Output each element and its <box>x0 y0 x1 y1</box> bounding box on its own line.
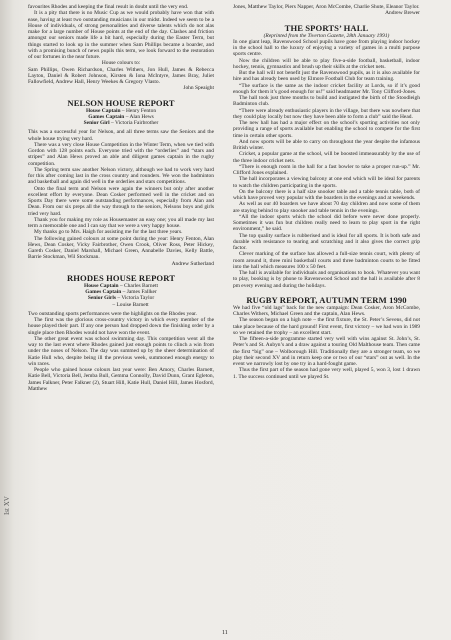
rhodes-paragraph: People who gained house colours last year were: Ben Amory, Charles Barnett, Katie Bell, Victoria Bell, Jemba Bull, Gemma Connolly, David Dunn, Grant Egleton, James Falkner, Peter Falkner (2), Stuart Hill, Katie Hull, Daniel Hill, James Hosford, Matthew <box>28 367 214 392</box>
sports-hall-subtitle: (Reprinted from the Tiverton Gazette, 28th January 1991) <box>263 32 390 39</box>
rugby-paragraph: The fifteen-a-side programme started very well with wins against St. John’s, St. Peter’s and St. Aubyn’s and a draw against a touring Old Malthouse team. Then came the first “big” one – Wolborough Hill. Traditionally they are a stronger team, so we play their second XV and in return keep one or two of our “stars” out as well. In the event we narrowly lost by one try in a hard-fought game. <box>233 336 420 367</box>
rhodes-paragraph: The other great event was school swimming day. This competition went all the way to the last event where Rhodes gained just enough points to clinch a win from under the noses of Nelson. The day was summed up by the sheer determination of Katie Hull who, despite being ill the previous week, summoned enough energy to win races. <box>28 335 214 367</box>
rugby-paragraph: We had five “old lags” back for the new campaign: Dean Cosker, Aron McCombe, Charles Withers, Michael Green and the captain, Alan Hews. <box>233 304 420 317</box>
nelson-paragraph: This was a successful year for Nelson, and all three terms saw the Seniors and the whole house trying very hard. <box>28 129 214 142</box>
nelson-senior-girl: Senior Girl – Victoria Fairbrother <box>83 120 159 126</box>
rhodes-paragraph: The first was the glorious cross-country victory in which every member of the house played their part. If any one person had dropped down the finishing order by a single place then Rhodes would not have won the event. <box>28 317 214 336</box>
role-value: Victoria Taylor <box>121 295 155 302</box>
sports-hall-paragraph: In one giant leap, Ravenswood School pupils have gone from playing indoor hockey in the school hall to the luxury of enjoying a variety of games in a multi purpose sports centre. <box>233 38 420 58</box>
sports-hall-paragraph: Clever marking of the surface has allowed a full-size tennis court, with plenty of room around it, three mini basketball courts and three badminton courts to be fitted into the hall which measures 100 x 50 feet. <box>233 251 420 270</box>
right-column <box>233 4 420 380</box>
nelson-house-captain: House Captain – Henry Fenton <box>85 107 157 114</box>
sports-hall-paragraph: “There were already enthusiastic players in the village, but there was nowhere that they could play locally but now they have been able to form a club” said the Head. <box>233 107 420 120</box>
page-number: 11 <box>222 630 228 636</box>
nelson-paragraph: My thanks go to Mrs. Haigh for assisting me for the last three years. <box>34 229 183 236</box>
role-value: Louise Barnett <box>116 301 149 308</box>
intro-paragraph-2: It is a pity that there is no Music Cup as we would probably have won that with ease, having at least two outstanding musicians in our midst. Indeed we seem to be a House of individuals, of strong personalities and diverse talents which do not alas make for a large number of House points at the end of the day. Clashes and friction amongst our seniors made life a bit hard, especially during the Easter Term, but things started to look up in the summer when Sam Phillips became a boarder, and with a promising bunch of news pupils this term, we look forward to the restoration of our fortunes in the near future. <box>28 10 214 60</box>
nelson-paragraph: Thank you for making my role as Housemaster an easy one; you all made my last term a memorable one and I can say that we were a very happy house. <box>28 216 214 229</box>
sports-hall-paragraph: The hall took just three months to build and instigated the birth of the Stoodleigh Badminton club. <box>233 95 420 108</box>
role-value: Alan Hews <box>129 113 154 120</box>
role-value: James Fallker <box>126 289 157 295</box>
nelson-paragraph: The Spring term saw another Nelson victory, although we had to work very hard for this after coming last in the cross country and rounders. We won the badminton and basketball and again did well in the orderlies and stars competitions. <box>28 166 214 186</box>
role-label: House Captain <box>83 282 119 289</box>
rhodes-games-captain: Games Captain – James Fallker <box>85 289 157 295</box>
sports-hall-paragraph: “The surface is the same as the indoor cricket facility at Lords, so if it’s good enough for them it’s good enough for us!” said headmaster Mr. Tony Clifford-Jones. <box>233 82 420 95</box>
sports-hall-paragraph: Now the children will be able to play five-a-side football, basketball, indoor hockey, tennis, gymnastics and brush up their skills at the cricket nets. <box>233 57 420 70</box>
continuation-text: Jones, Matthew Taylor, Piers Napper, Aron McCombe, Charlie Shute, Eleanor Taylor. <box>233 4 420 10</box>
sports-hall-paragraph: “All the indoor sports which the school did before were never done properly. Sometimes it was fun but children really need to learn to play sport in the right environment,” he said. <box>233 213 420 233</box>
sports-hall-paragraph: On the balcony there is a half size snooker table and a table tennis table, both of which have proved very popular with the boarders in the evenings and at weekends. <box>233 188 420 201</box>
role-value: Charles Barnett <box>124 282 159 289</box>
role-value: Victoria Fairbrother <box>115 120 159 126</box>
role-label: Games Captain <box>88 113 125 120</box>
nelson-games-captain: Games Captain – Alan Hews <box>88 113 154 120</box>
continuation-signature: Andrew Brewer <box>385 10 420 17</box>
role-label: House Captain <box>85 107 121 114</box>
nelson-signature: Andrew Sutherland <box>171 260 214 267</box>
nelson-paragraph: The following gained colours at some point during the year: Henry Fenton, Alan Hews, Dean Cosker, Vicky Fairbrother, Owen Crook, Oliver Ross, Peter Hickey, Gareth Cosker, Daniel Marshall, Michael Green, Annabelle Davies, Kelly Battle, Barrie Stockman, Wil Stockman. <box>28 235 214 261</box>
rugby-paragraph: Thus the first part of the season had gone very well, played 5, won 3, lost 1 drawn 1. The success continued until we played St. <box>233 367 420 380</box>
sports-hall-paragraph: As well as our 40 boarders we have about 70 day children and now some of them are staying behind to play snooker and table tennis in the evenings. <box>233 201 420 214</box>
sports-hall-paragraph: But the hall will not benefit just the Ravenswood pupils, as it is also available for hire and has already been used by Elmore Football Club for team training. <box>233 70 420 83</box>
sports-hall-paragraph: Cricket, a popular game at the school, will be boosted immeasurably by the use of the three indoor cricket nets. <box>233 151 420 164</box>
rugby-paragraph: The season began on a high note – the first fixture, the St. Peter’s Sevens, did not take place because of the hard ground! First event, first victory – we had won in 1989 so we retained the trophy – an excellent start. <box>233 317 420 336</box>
nelson-paragraph: There was a very close House Competition in the Winter Term, when we tied with Gordon with 128 points each. Everyone tried with the “orderlies” and “stars and stripes” and Alan Hews proved an able and diligent games captain in the rugby competition. <box>28 141 214 167</box>
role-label: Games Captain <box>85 289 122 295</box>
rhodes-paragraph: Two outstanding sports performances were the highlights on the Rhodes year. <box>28 310 197 317</box>
sports-hall-paragraph: The hall is available for individuals and organisations to book. Whatever you want to play, booking is by phone to Ravenswood School and the hall is available after 8 pm every evening and during the holidays. <box>233 270 420 289</box>
intro-paragraph-1: favourites Rhodes and keeping the final result in doubt until the very end. <box>28 4 189 10</box>
rhodes-senior-girls-2: – Louise Barnett <box>93 301 149 308</box>
sports-hall-paragraph: “There is enough room in the hall for a fast bowler to take a proper run-up.” Mr. Clifford Jones explained. <box>233 163 420 176</box>
sports-hall-paragraph: The hall incorporates a viewing balcony at one end which will be ideal for parents to watch the children participating in the sports. <box>233 176 420 189</box>
sports-hall-paragraph: The top quality surface is rubberised and is ideal for all sports. It is both safe and durable with resistance to tearing and scratching and it also gives the correct grip factor. <box>233 232 420 251</box>
nelson-report-title: NELSON HOUSE REPORT <box>67 97 175 108</box>
role-value: Henry Fenton <box>125 107 157 114</box>
sports-hall-title: THE SPORTS’ HALL <box>284 22 369 33</box>
colours-heading: House colours to: <box>101 60 141 67</box>
colours-list: Sam Phillips, Owen Richardson, Charles Withers, Jon Hull, James & Rebecca Layton, Daniel & Robert Johnson, Kirsten & Iona McIntyre, James Bray, Juliet Fallowfield, Andrew Hall, Henry Weekes & Gregory Vlasto. <box>28 66 214 85</box>
intro-signature: John Speaight <box>183 85 214 92</box>
left-column <box>28 4 214 392</box>
sports-hall-paragraph: And now sports will be able to carry on throughout the year despite the infamous British winter. <box>233 138 420 151</box>
nelson-paragraph: Onto the final term and Nelson were again the winners but only after another excellent effort by everyone. Dean Cosker performed well in the cricket and on Sports Day there were some outstanding performances, especially from Alan and Dean. From our six preps all the way through to the seniors, Nelsons boys and girls tried very hard. <box>28 185 214 217</box>
rugby-report-title: RUGBY REPORT, AUTUMN TERM 1990 <box>246 294 407 305</box>
role-label: Senior Girls <box>87 295 116 302</box>
sports-hall-paragraph: The new hall has had a major effect on the school’s sporting activities not only providing a range of sports available but enabling the school to compete for the first time in certain other sports. <box>233 120 420 139</box>
rhodes-senior-girls: Senior Girls – Victoria Taylor <box>87 295 155 302</box>
role-label: Senior Girl <box>83 120 110 126</box>
rhodes-report-title: RHODES HOUSE REPORT <box>66 272 176 283</box>
rhodes-house-captain: House Captain – Charles Barnett <box>83 282 159 289</box>
margin-label: Ist XV <box>3 496 11 515</box>
